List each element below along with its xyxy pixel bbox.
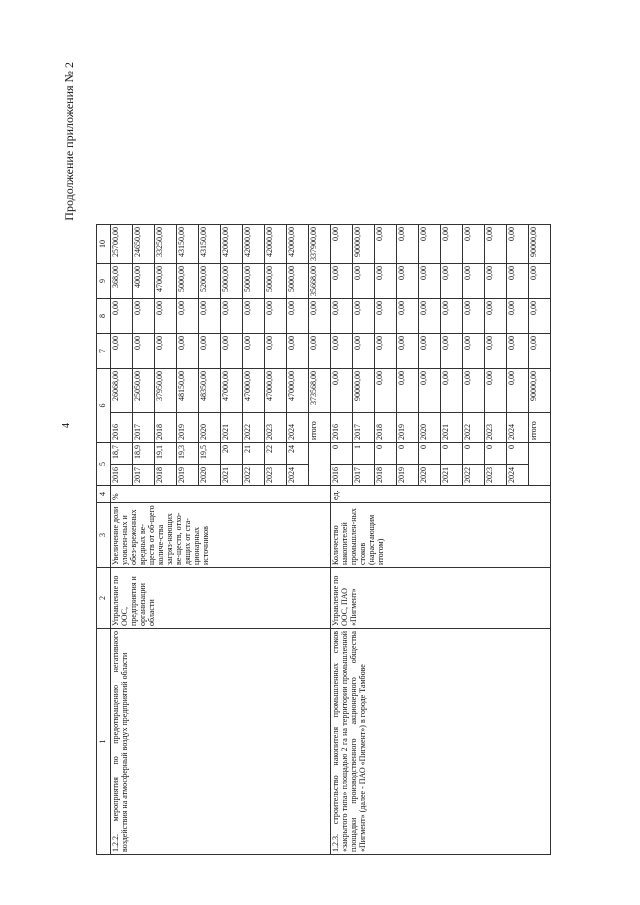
funding-year-cell: 2017 [133, 413, 155, 443]
local-budget-cell: 400,00 [133, 264, 155, 299]
indicator-year-cell: 2021 [441, 465, 463, 486]
total-funding-cell: 0,00 [397, 369, 419, 413]
extra-budget-cell: 0,00 [463, 225, 485, 264]
local-budget-cell: 0,00 [441, 264, 463, 299]
indicator-value-cell: 21 [243, 443, 265, 465]
extra-budget-cell: 33250,00 [155, 225, 177, 264]
regional-budget-cell: 0,00 [265, 299, 287, 334]
funding-year-cell: 2021 [441, 413, 463, 443]
indicator-value-cell: 19,3 [177, 443, 199, 465]
local-budget-cell: 5200,00 [199, 264, 221, 299]
funding-year-cell: 2022 [243, 413, 265, 443]
indicator-year-cell: 2020 [419, 465, 441, 486]
total-funding-cell: 47000,00 [221, 369, 243, 413]
empty-year-cell [529, 443, 551, 486]
extra-budget-cell: 24650,00 [133, 225, 155, 264]
regional-budget-cell: 0,00 [133, 299, 155, 334]
regional-budget-cell: 0,00 [309, 299, 331, 334]
indicator-value-cell: 19,1 [155, 443, 177, 465]
federal-budget-cell: 0,00 [221, 334, 243, 369]
indicator-year-cell: 2017 [133, 465, 155, 486]
table-row [111, 175, 133, 855]
indicator-cell: Увеличение доли уловлен-ных и обез-вреженных вредных ве-ществ от об-щего количе-ства загряз-няющих ве-ществ, отхо-дящих от ста-ционарных источников [111, 503, 331, 568]
header-col-6: 6 [97, 369, 111, 443]
extra-budget-cell: 43150,00 [199, 225, 221, 264]
header-col-5: 5 [97, 443, 111, 486]
header-col-9: 9 [97, 264, 111, 299]
indicator-year-cell: 2022 [463, 465, 485, 486]
table-row [331, 175, 353, 855]
extra-budget-cell: 0,00 [331, 225, 353, 264]
total-funding-cell: 90000,00 [529, 369, 551, 413]
extra-budget-cell: 0,00 [485, 225, 507, 264]
funding-year-cell: 2018 [375, 413, 397, 443]
local-budget-cell: 0,00 [353, 264, 375, 299]
total-funding-cell: 48150,00 [177, 369, 199, 413]
regional-budget-cell: 0,00 [375, 299, 397, 334]
total-funding-cell: 90000,00 [353, 369, 375, 413]
funding-year-cell: 2016 [331, 413, 353, 443]
indicator-value-cell: 19,5 [199, 443, 221, 465]
header-col-2: 2 [97, 568, 111, 629]
indicator-year-cell: 2018 [155, 465, 177, 486]
indicator-value-cell: 0 [507, 443, 529, 465]
indicator-year-cell: 2022 [243, 465, 265, 486]
indicator-value-cell: 22 [265, 443, 287, 465]
total-funding-cell: 26068,00 [111, 369, 133, 413]
funding-year-cell: 2016 [111, 413, 133, 443]
indicator-cell: Количество накопителей промышлен-ных стоков (нарастающим итогом) [331, 503, 551, 568]
federal-budget-cell: 0,00 [287, 334, 309, 369]
local-budget-cell: 0,00 [485, 264, 507, 299]
extra-budget-cell: 0,00 [441, 225, 463, 264]
indicator-value-cell: 0 [331, 443, 353, 465]
indicator-year-cell: 2017 [353, 465, 375, 486]
header-col-4: 4 [97, 486, 111, 503]
funding-year-cell: 2019 [397, 413, 419, 443]
regional-budget-cell: 0,00 [199, 299, 221, 334]
total-funding-cell: 25050,00 [133, 369, 155, 413]
total-funding-cell: 47000,00 [243, 369, 265, 413]
federal-budget-cell: 0,00 [243, 334, 265, 369]
local-budget-cell: 0,00 [507, 264, 529, 299]
empty-year-cell [309, 443, 331, 486]
total-funding-cell: 0,00 [419, 369, 441, 413]
funding-year-cell: 2023 [485, 413, 507, 443]
rotated-page [62, 60, 582, 855]
extra-budget-cell: 43150,00 [177, 225, 199, 264]
local-budget-cell: 0,00 [463, 264, 485, 299]
header-col-10: 10 [97, 225, 111, 264]
federal-budget-cell: 0,00 [375, 334, 397, 369]
extra-budget-cell: 42000,00 [221, 225, 243, 264]
federal-budget-cell: 0,00 [133, 334, 155, 369]
local-budget-cell: 4700,00 [155, 264, 177, 299]
total-funding-cell: 0,00 [375, 369, 397, 413]
indicator-year-cell: 2021 [221, 465, 243, 486]
local-budget-cell: 5000,00 [177, 264, 199, 299]
executor-cell: Управление по ООС, ПАО «Пигмент» [331, 568, 551, 629]
indicator-year-cell: 2024 [507, 465, 529, 486]
local-budget-cell: 5000,00 [287, 264, 309, 299]
event-name-cell: 1.2.3. строительство накопителя промышленных стоков «закрытого типа» площадью 2 га на территории промышленной площадки производственного акционерного общества «Пигмент» (далее - ПАО «Пигмент») в городе Тамбове [331, 629, 551, 855]
local-budget-cell: 5000,00 [221, 264, 243, 299]
indicator-value-cell: 0 [463, 443, 485, 465]
total-label-cell: итого [309, 413, 331, 443]
indicator-value-cell: 24 [287, 443, 309, 465]
unit-cell: % [111, 486, 331, 503]
indicator-year-cell: 2016 [331, 465, 353, 486]
federal-budget-cell: 0,00 [485, 334, 507, 369]
indicator-value-cell: 0 [375, 443, 397, 465]
extra-budget-cell: 0,00 [507, 225, 529, 264]
federal-budget-cell: 0,00 [199, 334, 221, 369]
regional-budget-cell: 0,00 [419, 299, 441, 334]
total-funding-cell: 0,00 [507, 369, 529, 413]
federal-budget-cell: 0,00 [397, 334, 419, 369]
total-funding-cell: 0,00 [485, 369, 507, 413]
total-funding-cell: 0,00 [331, 369, 353, 413]
regional-budget-cell: 0,00 [507, 299, 529, 334]
indicator-year-cell: 2019 [177, 465, 199, 486]
total-funding-cell: 47000,00 [265, 369, 287, 413]
indicator-year-cell: 2023 [265, 465, 287, 486]
extra-budget-cell: 90000,00 [353, 225, 375, 264]
local-budget-cell: 0,00 [397, 264, 419, 299]
total-funding-cell: 47000,00 [287, 369, 309, 413]
federal-budget-cell: 0,00 [441, 334, 463, 369]
federal-budget-cell: 0,00 [155, 334, 177, 369]
indicator-year-cell: 2024 [287, 465, 309, 486]
regional-budget-cell: 0,00 [111, 299, 133, 334]
header-col-1: 1 [97, 629, 111, 855]
regional-budget-cell: 0,00 [221, 299, 243, 334]
local-budget-cell: 0,00 [529, 264, 551, 299]
indicator-value-cell: 18,9 [133, 443, 155, 465]
indicator-value-cell: 0 [397, 443, 419, 465]
federal-budget-cell: 0,00 [507, 334, 529, 369]
page-number: 4 [61, 423, 72, 428]
header-col-3: 3 [97, 503, 111, 568]
federal-budget-cell: 0,00 [419, 334, 441, 369]
regional-budget-cell: 0,00 [485, 299, 507, 334]
funding-year-cell: 2021 [221, 413, 243, 443]
regional-budget-cell: 0,00 [353, 299, 375, 334]
regional-budget-cell: 0,00 [529, 299, 551, 334]
extra-budget-cell: 0,00 [419, 225, 441, 264]
unit-cell: ед. [331, 486, 551, 503]
extra-budget-cell: 42000,00 [287, 225, 309, 264]
federal-budget-cell: 0,00 [353, 334, 375, 369]
regional-budget-cell: 0,00 [441, 299, 463, 334]
regional-budget-cell: 0,00 [397, 299, 419, 334]
total-funding-cell: 0,00 [441, 369, 463, 413]
regional-budget-cell: 0,00 [287, 299, 309, 334]
funding-year-cell: 2024 [507, 413, 529, 443]
extra-budget-cell: 42000,00 [243, 225, 265, 264]
total-label-cell: итого [529, 413, 551, 443]
indicator-value-cell: 0 [485, 443, 507, 465]
funding-year-cell: 2022 [463, 413, 485, 443]
funding-year-cell: 2019 [177, 413, 199, 443]
local-budget-cell: 368,00 [111, 264, 133, 299]
local-budget-cell: 35668,00 [309, 264, 331, 299]
funding-year-cell: 2020 [199, 413, 221, 443]
indicator-year-cell: 2018 [375, 465, 397, 486]
extra-budget-cell: 42000,00 [265, 225, 287, 264]
federal-budget-cell: 0,00 [309, 334, 331, 369]
federal-budget-cell: 0,00 [177, 334, 199, 369]
extra-budget-cell: 0,00 [375, 225, 397, 264]
funding-year-cell: 2024 [287, 413, 309, 443]
funding-year-cell: 2023 [265, 413, 287, 443]
local-budget-cell: 0,00 [331, 264, 353, 299]
local-budget-cell: 0,00 [419, 264, 441, 299]
extra-budget-cell: 25700,00 [111, 225, 133, 264]
regional-budget-cell: 0,00 [177, 299, 199, 334]
total-funding-cell: 0,00 [463, 369, 485, 413]
local-budget-cell: 0,00 [375, 264, 397, 299]
indicator-value-cell: 20 [221, 443, 243, 465]
extra-budget-cell: 0,00 [397, 225, 419, 264]
total-funding-cell: 373568,00 [309, 369, 331, 413]
event-name-cell: 1.2.2. мероприятия по предотвращению негативного воздействия на атмосферный воздух предприятий области [111, 629, 331, 855]
indicator-year-cell: 2019 [397, 465, 419, 486]
local-budget-cell: 5000,00 [243, 264, 265, 299]
indicator-year-cell: 2016 [111, 465, 133, 486]
total-funding-cell: 48350,00 [199, 369, 221, 413]
federal-budget-cell: 0,00 [265, 334, 287, 369]
indicator-year-cell: 2023 [485, 465, 507, 486]
indicator-year-cell: 2020 [199, 465, 221, 486]
regional-budget-cell: 0,00 [331, 299, 353, 334]
indicator-value-cell: 1 [353, 443, 375, 465]
funding-table [96, 174, 551, 855]
regional-budget-cell: 0,00 [155, 299, 177, 334]
header-col-7: 7 [97, 334, 111, 369]
executor-cell: Управление по ООС, предприятия и организации области [111, 568, 331, 629]
federal-budget-cell: 0,00 [331, 334, 353, 369]
federal-budget-cell: 0,00 [529, 334, 551, 369]
indicator-value-cell: 0 [419, 443, 441, 465]
regional-budget-cell: 0,00 [463, 299, 485, 334]
federal-budget-cell: 0,00 [111, 334, 133, 369]
header-col-8: 8 [97, 299, 111, 334]
extra-budget-cell: 337900,00 [309, 225, 331, 264]
local-budget-cell: 5000,00 [265, 264, 287, 299]
funding-year-cell: 2020 [419, 413, 441, 443]
indicator-value-cell: 0 [441, 443, 463, 465]
indicator-value-cell: 18,7 [111, 443, 133, 465]
federal-budget-cell: 0,00 [463, 334, 485, 369]
funding-year-cell: 2017 [353, 413, 375, 443]
funding-year-cell: 2018 [155, 413, 177, 443]
extra-budget-cell: 90000,00 [529, 225, 551, 264]
appendix-title: Продолжение приложения № 2 [62, 62, 76, 221]
regional-budget-cell: 0,00 [243, 299, 265, 334]
total-funding-cell: 37950,00 [155, 369, 177, 413]
